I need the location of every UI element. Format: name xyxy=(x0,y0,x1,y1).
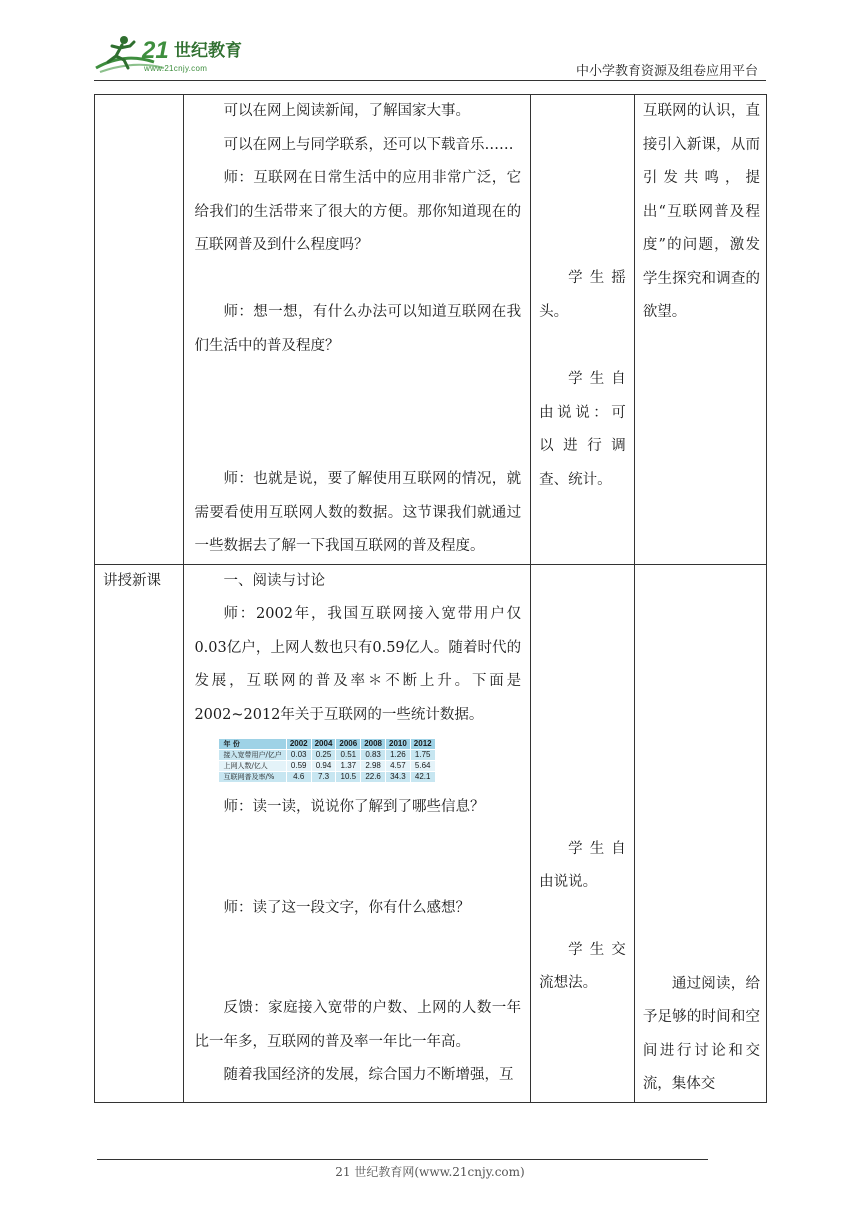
teacher-paragraph: 随着我国经济的发展，综合国力不断增强，互 xyxy=(223,1067,514,1083)
teacher-paragraph: 可以在网上与同学联系，还可以下载音乐…… xyxy=(223,136,514,153)
stats-value: 0.94 xyxy=(311,761,336,772)
logo xyxy=(94,32,264,78)
student-activity-cell xyxy=(531,564,635,1102)
stats-value: 1.75 xyxy=(410,750,435,761)
stats-row xyxy=(219,750,435,761)
stats-year: 2012 xyxy=(410,739,435,750)
stats-row xyxy=(219,761,435,772)
stats-year: 2008 xyxy=(361,739,386,750)
teacher-paragraph: 反馈：家庭接入宽带的户数、上网的人数一年比一年多，互联网的普及率一年比一年高。 xyxy=(194,1000,522,1050)
teacher-paragraph: 师：读一读，说说你了解到了哪些信息？ xyxy=(223,799,485,815)
lesson-plan-table xyxy=(94,94,767,1103)
footer-divider xyxy=(97,1159,708,1160)
stats-header-label: 年 份 xyxy=(219,739,286,750)
stats-value: 42.1 xyxy=(410,772,435,783)
stats-value: 2.98 xyxy=(361,761,386,772)
teacher-paragraph: 师：互联网在日常生活中的应用非常广泛，它给我们的生活带来了很大的方便。那你知道现在的互联网普及到什么程度吗？ xyxy=(194,170,522,253)
teacher-activity-cell xyxy=(184,95,531,565)
student-activity-cell xyxy=(531,95,635,565)
teacher-paragraph: 师：2002年，我国互联网接入宽带用户仅0.03亿户，上网人数也只有0.59亿人。随着时代的发展，互联网的普及率＊不断上升。下面是2002~2012年关于互联网的一些统计数据。 xyxy=(194,606,522,723)
footer-text: 21 世纪教育网(www.21cnjy.com) xyxy=(335,1165,525,1179)
stats-value: 0.25 xyxy=(311,750,336,761)
stats-value: 4.57 xyxy=(386,761,411,772)
design-intent-cell xyxy=(634,564,766,1102)
platform-title: 中小学教育资源及组卷应用平台 xyxy=(575,64,758,79)
stats-value: 1.37 xyxy=(336,761,361,772)
stats-year: 2010 xyxy=(386,739,411,750)
stats-year: 2002 xyxy=(286,739,311,750)
stats-row xyxy=(219,772,435,783)
student-paragraph: 学生交流想法。 xyxy=(539,941,626,991)
stage-cell xyxy=(95,95,184,565)
teacher-paragraph: 师：想一想，有什么办法可以知道互联网在我们生活中的普及程度？ xyxy=(194,304,522,354)
internet-stats-table xyxy=(218,738,435,783)
logo-21: 21 xyxy=(142,37,169,64)
teacher-paragraph: 可以在网上阅读新闻，了解国家大事。 xyxy=(223,103,470,119)
stats-value: 1.26 xyxy=(386,750,411,761)
stats-row-label: 互联网普及率/% xyxy=(219,772,286,783)
student-paragraph: 学生摇头。 xyxy=(539,270,626,320)
stats-header-row xyxy=(219,739,435,750)
stats-year: 2006 xyxy=(336,739,361,750)
teacher-paragraph: 师：也就是说，要了解使用互联网的情况，就需要看使用互联网人数的数据。这节课我们就通过一些数据去了解一下我国互联网的普及程度。 xyxy=(194,471,522,554)
logo-url: www.21cnjy.com xyxy=(144,64,208,73)
intent-paragraph: 互联网的认识，直接引入新课，从而引发共鸣，提出“互联网普及程度”的问题，激发学生探究和调查的欲望。 xyxy=(642,103,760,320)
stats-value: 0.03 xyxy=(286,750,311,761)
stats-row-label: 接入宽带用户/亿户 xyxy=(219,750,286,761)
stats-year: 2004 xyxy=(311,739,336,750)
stats-value: 4.6 xyxy=(286,772,311,783)
student-paragraph: 学生自由说说。 xyxy=(539,840,626,890)
stats-value: 22.6 xyxy=(361,772,386,783)
table-row xyxy=(95,95,767,565)
section-heading: 一、阅读与讨论 xyxy=(223,572,325,589)
stats-value: 7.3 xyxy=(311,772,336,783)
stage-cell xyxy=(95,564,184,1102)
svg-text:世纪教育: 世纪教育 xyxy=(174,41,242,61)
stats-value: 0.51 xyxy=(336,750,361,761)
stats-value: 5.64 xyxy=(410,761,435,772)
stats-row-label: 上网人数/亿人 xyxy=(219,761,286,772)
stage-label: 讲授新课 xyxy=(103,572,161,589)
stats-value: 10.5 xyxy=(336,772,361,783)
teacher-paragraph: 师：读了这一段文字，你有什么感想？ xyxy=(223,899,470,916)
header-divider xyxy=(94,80,766,81)
stats-value: 0.59 xyxy=(286,761,311,772)
design-intent-cell xyxy=(634,95,766,565)
table-row xyxy=(95,564,767,1102)
stats-value: 0.83 xyxy=(361,750,386,761)
teacher-activity-cell xyxy=(184,564,531,1102)
student-paragraph: 学生自由说说：可以进行调查、统计。 xyxy=(539,371,626,488)
stats-value: 34.3 xyxy=(386,772,411,783)
intent-paragraph: 通过阅读，给予足够的时间和空间进行讨论和交流，集体交 xyxy=(642,975,760,1092)
